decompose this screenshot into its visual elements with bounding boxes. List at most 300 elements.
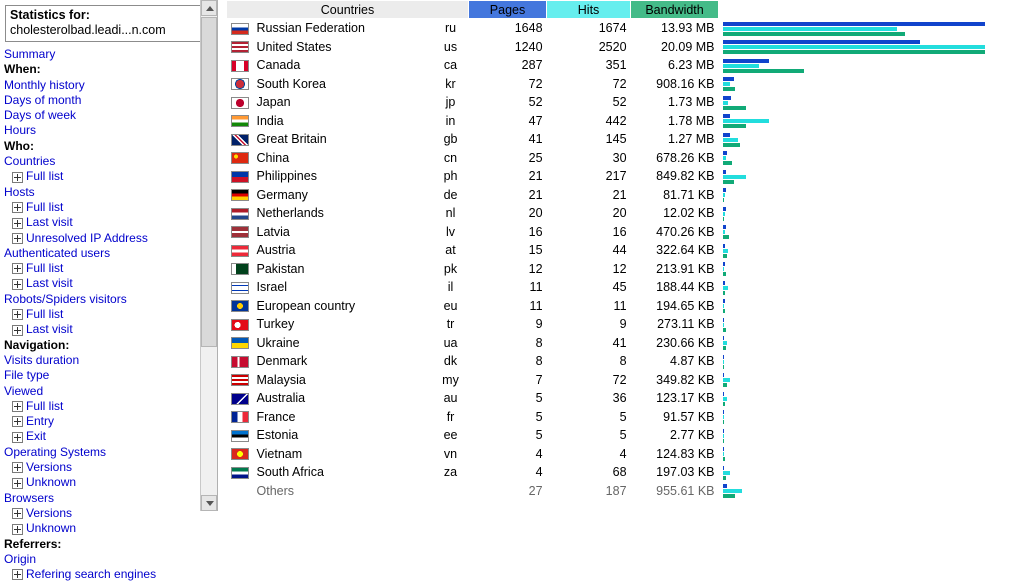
expand-plus-icon[interactable] <box>12 524 23 535</box>
country-flag-icon <box>227 389 253 408</box>
expand-plus-icon[interactable] <box>12 172 23 183</box>
country-code: in <box>433 112 469 131</box>
bandwidth-value: 13.93 MB <box>631 19 719 38</box>
sidebar-item-browsers[interactable]: Browsers <box>4 490 55 505</box>
hits-value: 12 <box>547 260 631 279</box>
expand-plus-icon[interactable] <box>12 279 23 290</box>
bar-group <box>723 96 1020 110</box>
pages-bar <box>723 355 724 359</box>
sidebar-item-robots-spiders-visitors[interactable]: Robots/Spiders visitors <box>4 291 127 306</box>
table-row <box>227 352 1024 371</box>
table-row <box>227 445 1024 464</box>
bar-group <box>723 484 1020 498</box>
header-hits[interactable]: Hits <box>547 1 631 19</box>
pages-bar <box>723 22 985 26</box>
bandwidth-bar <box>723 32 905 36</box>
pages-value: 8 <box>469 334 547 353</box>
bar-group <box>723 244 1020 258</box>
header-countries[interactable]: Countries <box>227 1 469 19</box>
expand-plus-icon[interactable] <box>12 569 23 580</box>
expand-plus-icon[interactable] <box>12 218 23 229</box>
hits-value: 5 <box>547 426 631 445</box>
bandwidth-value: 1.27 MB <box>631 130 719 149</box>
pages-value: 41 <box>469 130 547 149</box>
sidebar-scrollbar[interactable] <box>200 0 217 511</box>
pages-value: 4 <box>469 445 547 464</box>
hits-bar <box>723 249 728 253</box>
flag-za-icon <box>231 467 249 479</box>
bandwidth-bar <box>723 328 726 332</box>
sidebar-item-summary[interactable]: Summary <box>4 47 56 61</box>
sidebar-subitem-label: Unknown <box>26 521 77 536</box>
header-pages[interactable]: Pages <box>469 1 547 19</box>
bar-group <box>723 225 1020 239</box>
sidebar-subitem-full-list[interactable] <box>2 169 217 184</box>
hits-bar <box>723 101 728 105</box>
sidebar-item-viewed[interactable]: Viewed <box>4 383 44 398</box>
country-flag-icon <box>227 93 253 112</box>
country-code: ua <box>433 334 469 353</box>
header-chart-spacer <box>719 1 1024 19</box>
sidebar-subitem-full-list[interactable] <box>2 399 217 414</box>
sidebar-item-hours[interactable]: Hours <box>4 123 37 138</box>
table-row <box>227 38 1024 57</box>
sidebar-item-monthly-history[interactable]: Monthly history <box>4 77 85 92</box>
bar-chart-cell <box>719 75 1024 94</box>
hits-bar <box>723 27 897 31</box>
bar-group <box>723 114 1020 128</box>
bandwidth-bar <box>723 402 725 406</box>
bar-group <box>723 207 1020 221</box>
country-code: ee <box>433 426 469 445</box>
flag-ru-icon <box>231 23 249 35</box>
country-flag-icon <box>227 204 253 223</box>
sidebar-subitem-last-visit[interactable] <box>2 322 217 337</box>
country-flag-icon <box>227 149 253 168</box>
pages-value: 11 <box>469 297 547 316</box>
expand-plus-icon[interactable] <box>12 263 23 274</box>
bandwidth-value: 849.82 KB <box>631 167 719 186</box>
sidebar-item-hosts[interactable]: Hosts <box>4 184 35 199</box>
country-flag-icon <box>227 352 253 371</box>
country-flag-icon <box>227 334 253 353</box>
bandwidth-bar <box>723 272 726 276</box>
hits-bar <box>723 267 724 271</box>
hits-value: 72 <box>547 75 631 94</box>
flag-tr-icon <box>231 319 249 331</box>
country-code: au <box>433 389 469 408</box>
country-flag-icon <box>227 297 253 316</box>
country-name: Ukraine <box>253 334 433 353</box>
sidebar-subitem-versions[interactable] <box>2 460 217 475</box>
country-flag-icon <box>227 463 253 482</box>
flag-in-icon <box>231 115 249 127</box>
country-code: fr <box>433 408 469 427</box>
country-flag-icon <box>227 130 253 149</box>
country-flag-icon <box>227 186 253 205</box>
pages-value: 1240 <box>469 38 547 57</box>
country-code: gb <box>433 130 469 149</box>
bar-chart-cell <box>719 389 1024 408</box>
expand-plus-icon[interactable] <box>12 478 23 489</box>
flag-dk-icon <box>231 356 249 368</box>
flag-au-icon <box>231 393 249 405</box>
sidebar-subitem-refering-search-engines[interactable] <box>2 567 217 582</box>
bar-group <box>723 447 1020 461</box>
pages-bar <box>723 77 734 81</box>
expand-plus-icon[interactable] <box>12 462 23 473</box>
pages-value: 4 <box>469 463 547 482</box>
country-flag-icon <box>227 223 253 242</box>
flag-cn-icon <box>231 152 249 164</box>
country-code: tr <box>433 315 469 334</box>
expand-plus-icon[interactable] <box>12 508 23 519</box>
expand-plus-icon[interactable] <box>12 401 23 412</box>
country-flag-icon <box>227 482 253 501</box>
sidebar-subitem-label: Full list <box>26 169 64 184</box>
pages-value: 287 <box>469 56 547 75</box>
country-flag-icon <box>227 241 253 260</box>
pages-bar <box>723 96 731 100</box>
table-row <box>227 93 1024 112</box>
bar-group <box>723 59 1020 73</box>
hits-bar <box>723 138 738 142</box>
bar-chart-cell <box>719 241 1024 260</box>
scroll-down-arrow-icon[interactable] <box>201 495 217 511</box>
bandwidth-value: 213.91 KB <box>631 260 719 279</box>
bar-group <box>723 170 1020 184</box>
hits-value: 52 <box>547 93 631 112</box>
expand-plus-icon[interactable] <box>12 309 23 320</box>
bar-group <box>723 466 1020 480</box>
pages-value: 27 <box>469 482 547 501</box>
bandwidth-bar <box>723 143 740 147</box>
sidebar-subitem-label: Last visit <box>26 215 73 230</box>
hits-value: 16 <box>547 223 631 242</box>
sidebar <box>0 0 218 582</box>
bar-chart-cell <box>719 56 1024 75</box>
sidebar-subitem-label: Full list <box>26 398 64 413</box>
table-row <box>227 426 1024 445</box>
pages-bar <box>723 188 726 192</box>
hits-bar <box>723 452 724 456</box>
bar-group <box>723 281 1020 295</box>
expand-plus-icon[interactable] <box>12 233 23 244</box>
flag-my-icon <box>231 374 249 386</box>
pages-bar <box>723 151 727 155</box>
sidebar-subitem-last-visit[interactable] <box>2 276 217 291</box>
country-name: France <box>253 408 433 427</box>
bandwidth-value: 470.26 KB <box>631 223 719 242</box>
country-name: Philippines <box>253 167 433 186</box>
pages-value: 5 <box>469 389 547 408</box>
expand-plus-icon[interactable] <box>12 416 23 427</box>
bandwidth-bar <box>723 235 729 239</box>
country-code: ph <box>433 167 469 186</box>
table-header-row <box>227 1 1024 19</box>
bandwidth-bar <box>723 291 725 295</box>
bandwidth-value: 194.65 KB <box>631 297 719 316</box>
expand-plus-icon[interactable] <box>12 325 23 336</box>
pages-value: 12 <box>469 260 547 279</box>
bar-group <box>723 22 1020 36</box>
sidebar-subitem-unknown[interactable] <box>2 521 217 536</box>
scrollbar-thumb[interactable] <box>201 17 217 347</box>
country-name: Russian Federation <box>253 19 433 38</box>
bar-chart-cell <box>719 278 1024 297</box>
hits-bar <box>723 230 725 234</box>
bar-chart-cell <box>719 223 1024 242</box>
hits-bar <box>723 193 725 197</box>
country-flag-icon <box>227 371 253 390</box>
hits-bar <box>723 156 726 160</box>
bandwidth-value: 1.73 MB <box>631 93 719 112</box>
bar-group <box>723 318 1020 332</box>
sidebar-subitem-label: Unknown <box>26 475 77 490</box>
country-flag-icon <box>227 315 253 334</box>
bar-group <box>723 40 1020 54</box>
country-name: Others <box>253 482 433 501</box>
sidebar-item-days-of-week[interactable]: Days of week <box>4 108 77 123</box>
sidebar-section-label: Navigation: <box>4 337 70 352</box>
bandwidth-bar <box>723 254 727 258</box>
pages-value: 5 <box>469 408 547 427</box>
flag-ph-icon <box>231 171 249 183</box>
sidebar-subitem-versions[interactable] <box>2 506 217 521</box>
table-row <box>227 315 1024 334</box>
sidebar-subitem-label: Full list <box>26 199 64 214</box>
hits-value: 45 <box>547 278 631 297</box>
sidebar-subitem-full-list[interactable] <box>2 307 217 322</box>
pages-value: 21 <box>469 167 547 186</box>
statistics-for-box <box>5 5 212 42</box>
bar-group <box>723 336 1020 350</box>
bar-group <box>723 410 1020 424</box>
bandwidth-bar <box>723 383 727 387</box>
sidebar-item-visits-duration[interactable]: Visits duration <box>4 352 80 367</box>
pages-bar <box>723 429 724 433</box>
table-row <box>227 260 1024 279</box>
country-name: Pakistan <box>253 260 433 279</box>
flag-ua-icon <box>231 337 249 349</box>
country-name: South Korea <box>253 75 433 94</box>
country-name: Netherlands <box>253 204 433 223</box>
bandwidth-bar <box>723 494 735 498</box>
expand-plus-icon[interactable] <box>12 202 23 213</box>
bandwidth-value: 349.82 KB <box>631 371 719 390</box>
hits-bar <box>723 341 727 345</box>
table-row <box>227 241 1024 260</box>
sidebar-subitem-last-visit[interactable] <box>2 215 217 230</box>
country-name: Vietnam <box>253 445 433 464</box>
country-flag-icon <box>227 278 253 297</box>
bandwidth-bar <box>723 365 724 369</box>
table-row <box>227 167 1024 186</box>
sidebar-subitem-full-list[interactable] <box>2 200 217 215</box>
bandwidth-value: 123.17 KB <box>631 389 719 408</box>
country-code: pk <box>433 260 469 279</box>
table-row <box>227 149 1024 168</box>
table-row <box>227 130 1024 149</box>
country-code: de <box>433 186 469 205</box>
header-bandwidth[interactable]: Bandwidth <box>631 1 719 19</box>
hits-bar <box>723 64 759 68</box>
table-row <box>227 204 1024 223</box>
country-flag-icon <box>227 445 253 464</box>
bar-group <box>723 429 1020 443</box>
bar-chart-cell <box>719 167 1024 186</box>
country-name: Austria <box>253 241 433 260</box>
sidebar-subitem-unknown[interactable] <box>2 475 217 490</box>
hits-bar <box>723 397 727 401</box>
sidebar-subitem-label: Entry <box>26 414 55 429</box>
bandwidth-value: 2.77 KB <box>631 426 719 445</box>
country-code: dk <box>433 352 469 371</box>
pages-value: 9 <box>469 315 547 334</box>
sidebar-item-authenticated-users[interactable]: Authenticated users <box>4 245 111 260</box>
countries-table <box>226 0 1024 500</box>
bandwidth-value: 12.02 KB <box>631 204 719 223</box>
bar-chart-cell <box>719 297 1024 316</box>
hits-bar <box>723 212 725 216</box>
flag-eu-icon <box>231 300 249 312</box>
bandwidth-bar <box>723 309 725 313</box>
sidebar-item-countries[interactable]: Countries <box>4 154 56 169</box>
pages-value: 7 <box>469 371 547 390</box>
sidebar-item-days-of-month[interactable]: Days of month <box>4 92 82 107</box>
hits-value: 442 <box>547 112 631 131</box>
hits-bar <box>723 175 746 179</box>
sidebar-item-file-type[interactable]: File type <box>4 368 50 383</box>
country-name: Denmark <box>253 352 433 371</box>
country-name: Canada <box>253 56 433 75</box>
country-flag-icon <box>227 38 253 57</box>
pages-bar <box>723 133 730 137</box>
table-row <box>227 56 1024 75</box>
pages-bar <box>723 410 724 414</box>
sidebar-section-label: Referrers: <box>4 536 62 551</box>
flag-kr-icon <box>231 78 249 90</box>
bandwidth-value: 1.78 MB <box>631 112 719 131</box>
hits-value: 5 <box>547 408 631 427</box>
hits-bar <box>723 82 730 86</box>
bandwidth-value: 678.26 KB <box>631 149 719 168</box>
hits-value: 72 <box>547 371 631 390</box>
country-code: ru <box>433 19 469 38</box>
bandwidth-bar <box>723 106 746 110</box>
hits-bar <box>723 471 730 475</box>
bandwidth-value: 124.83 KB <box>631 445 719 464</box>
sidebar-item-operating-systems[interactable]: Operating Systems <box>4 444 107 459</box>
country-name: United States <box>253 38 433 57</box>
bar-chart-cell <box>719 149 1024 168</box>
bar-chart-cell <box>719 315 1024 334</box>
table-row <box>227 334 1024 353</box>
pages-value: 20 <box>469 204 547 223</box>
pages-value: 52 <box>469 93 547 112</box>
bar-group <box>723 262 1020 276</box>
country-code: us <box>433 38 469 57</box>
hits-value: 36 <box>547 389 631 408</box>
bandwidth-value: 908.16 KB <box>631 75 719 94</box>
country-name: China <box>253 149 433 168</box>
bandwidth-value: 197.03 KB <box>631 463 719 482</box>
sidebar-subitem-entry[interactable] <box>2 414 217 429</box>
table-row <box>227 389 1024 408</box>
pages-bar <box>723 484 727 488</box>
pages-bar <box>723 373 724 377</box>
country-name: Turkey <box>253 315 433 334</box>
pages-bar <box>723 299 725 303</box>
hits-value: 145 <box>547 130 631 149</box>
expand-plus-icon[interactable] <box>12 432 23 443</box>
hits-bar <box>723 119 769 123</box>
table-row <box>227 297 1024 316</box>
hits-value: 30 <box>547 149 631 168</box>
flag-ee-icon <box>231 430 249 442</box>
pages-value: 11 <box>469 278 547 297</box>
bar-chart-cell <box>719 334 1024 353</box>
sidebar-subitem-exit[interactable] <box>2 429 217 444</box>
sidebar-item-origin[interactable]: Origin <box>4 551 37 566</box>
hits-value: 1674 <box>547 19 631 38</box>
bandwidth-bar <box>723 457 725 461</box>
country-code: za <box>433 463 469 482</box>
hits-value: 21 <box>547 186 631 205</box>
statistics-for-site: cholesterolbad.leadi...n.com <box>10 23 166 37</box>
table-row <box>227 482 1024 501</box>
table-row <box>227 19 1024 38</box>
sidebar-subitem-label: Exit <box>26 429 47 444</box>
bandwidth-value: 81.71 KB <box>631 186 719 205</box>
hits-value: 2520 <box>547 38 631 57</box>
flag-lv-icon <box>231 226 249 238</box>
hits-value: 8 <box>547 352 631 371</box>
sidebar-subitem-label: Versions <box>26 460 73 475</box>
hits-bar <box>723 323 724 327</box>
pages-bar <box>723 40 920 44</box>
sidebar-subitem-label: Versions <box>26 505 73 520</box>
scroll-up-arrow-icon[interactable] <box>201 0 217 16</box>
bandwidth-bar <box>723 69 804 73</box>
sidebar-subitem-label: Full list <box>26 307 64 322</box>
country-name: Israel <box>253 278 433 297</box>
flag-pk-icon <box>231 263 249 275</box>
sidebar-subitem-full-list[interactable] <box>2 261 217 276</box>
country-code: il <box>433 278 469 297</box>
country-flag-icon <box>227 426 253 445</box>
bandwidth-bar <box>723 124 746 128</box>
pages-bar <box>723 225 726 229</box>
hits-bar <box>723 378 730 382</box>
bandwidth-bar <box>723 87 735 91</box>
country-code <box>433 482 469 501</box>
country-code: eu <box>433 297 469 316</box>
sidebar-subitem-label: Last visit <box>26 322 73 337</box>
bandwidth-bar <box>723 180 734 184</box>
sidebar-subitem-unresolved-ip-address[interactable] <box>2 231 217 246</box>
country-flag-icon <box>227 56 253 75</box>
bar-group <box>723 133 1020 147</box>
pages-bar <box>723 336 724 340</box>
bandwidth-value: 20.09 MB <box>631 38 719 57</box>
flag-de-icon <box>231 189 249 201</box>
pages-value: 8 <box>469 352 547 371</box>
country-name: India <box>253 112 433 131</box>
hits-bar <box>723 434 724 438</box>
pages-value: 16 <box>469 223 547 242</box>
country-code: vn <box>433 445 469 464</box>
